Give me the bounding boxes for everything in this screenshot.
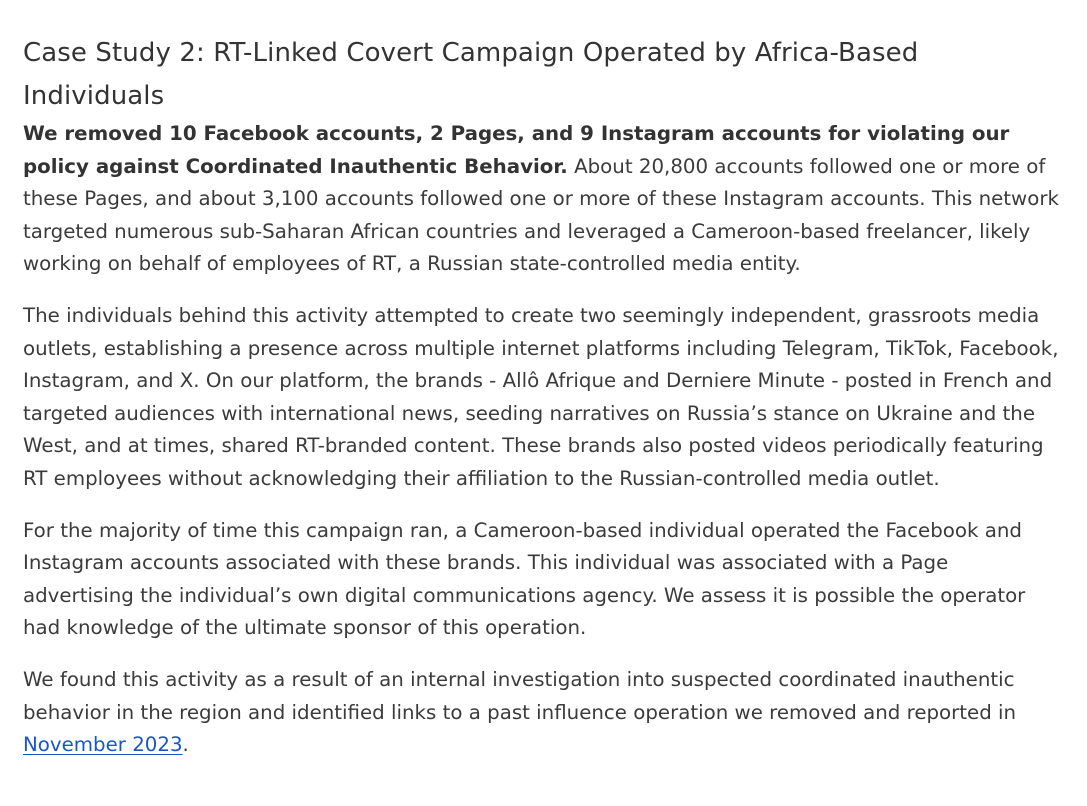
paragraph-4-end: . — [182, 733, 189, 757]
paragraph-1-lead: We removed 10 Facebook accounts, 2 Pages, and 9 Instagram accounts for violating our policy against Coordinated Inauthentic Behavior. — [23, 122, 1010, 178]
paragraph-4-text: We found this activity as a result of an internal investigation into suspected coordinated inauthentic behavior in the region and identified links to a past influence operation we removed and reported in — [23, 667, 1017, 724]
paragraph-1 — [23, 118, 1065, 281]
article-title: Case Study 2: RT-Linked Covert Campaign Operated by Africa-Based Individuals — [23, 38, 919, 111]
paragraph-2: The individuals behind this activity attempted to create two seemingly independent, grassroots media outlets, establishing a presence across multiple internet platforms including Telegram, TikTok, Facebook, Instagram, and X. On our platform, the brands - Allô Afrique and Derniere Minute - posted in French and targeted audiences with international news, seeding narratives on Russia’s stance on Ukraine and the West, and at times, shared RT-branded content. These brands also posted videos periodically featuring RT employees without acknowledging their affiliation to the Russian-controlled media outlet. — [23, 303, 1059, 490]
paragraph-3: For the majority of time this campaign ran, a Cameroon-based individual operated the Facebook and Instagram accounts associated with these brands. This individual was associated with a Page advertising the individual’s own digital communications agency. We assess it is possible the operator had knowledge of the ultimate sponsor of this operation. — [23, 518, 1026, 640]
paragraph-4 — [23, 664, 1065, 762]
november-2023-link[interactable]: November 2023 — [23, 733, 183, 757]
paragraph-1-text: About 20,800 accounts followed one or more of these Pages, and about 3,100 accounts followed one or more of these Instagram accounts. This network targeted numerous sub-Saharan African countries and leveraged a Cameroon-based freelancer, likely working on behalf of employees of RT, a Russian state-controlled media entity. — [23, 154, 1059, 276]
